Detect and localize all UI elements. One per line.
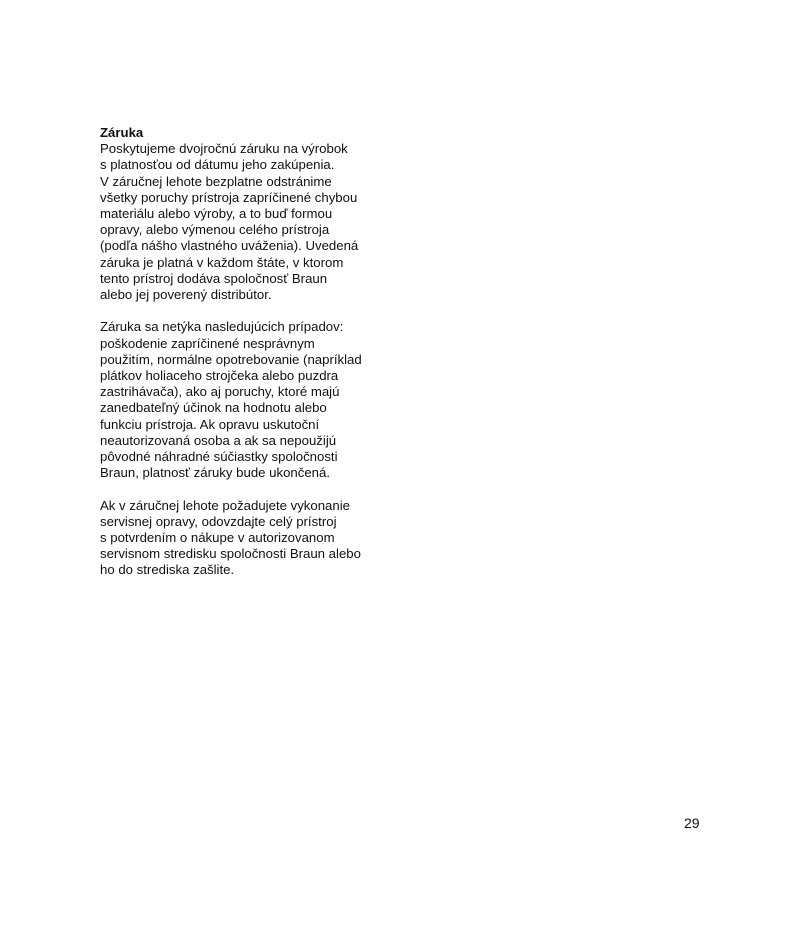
paragraph-warranty-terms bbox=[100, 141, 400, 303]
text-line: opravy, alebo výmenou celého prístroja bbox=[100, 222, 330, 238]
text-line: zanedbateľný účinok na hodnotu alebo bbox=[100, 400, 327, 416]
text-line: alebo jej poverený distribútor. bbox=[100, 287, 272, 303]
text-line: s platnosťou od dátumu jeho zakúpenia. bbox=[100, 157, 335, 173]
text-line: všetky poruchy prístroja zapríčinené chybou bbox=[100, 189, 358, 205]
text-line: V záručnej lehote bezplatne odstránime bbox=[100, 173, 332, 189]
text-line: servisnej opravy, odovzdajte celý prístroj bbox=[100, 513, 337, 529]
text-line: Záruka sa netýka nasledujúcich prípadov: bbox=[100, 319, 344, 335]
text-line: zastrihávača), ako aj poruchy, ktoré majú bbox=[100, 384, 340, 400]
text-line: s potvrdením o nákupe v autorizovanom bbox=[100, 530, 335, 546]
text-line: servisnom stredisku spoločnosti Braun alebo bbox=[100, 546, 361, 562]
text-line: (podľa nášho vlastného uváženia). Uvedená bbox=[100, 238, 359, 254]
text-line: záruka je platná v každom štáte, v ktorom bbox=[100, 254, 344, 270]
page-number: 29 bbox=[684, 815, 700, 831]
text-line: poškodenie zapríčinené nesprávnym bbox=[100, 335, 315, 351]
text-line: Braun, platnosť záruky bude ukončená. bbox=[100, 465, 331, 481]
text-line: použitím, normálne opotrebovanie (napríklad bbox=[100, 351, 362, 367]
text-line: materiálu alebo výroby, a to buď formou bbox=[100, 206, 333, 222]
text-line: plátkov holiaceho strojčeka alebo puzdra bbox=[100, 368, 339, 384]
text-line: Ak v záručnej lehote požadujete vykonanie bbox=[100, 497, 350, 513]
text-line: neautorizovaná osoba a ak sa nepoužijú bbox=[100, 432, 337, 448]
text-line: pôvodné náhradné súčiastky spoločnosti bbox=[100, 449, 338, 465]
warranty-section bbox=[100, 125, 400, 595]
text-line: ho do strediska zašlite. bbox=[100, 562, 235, 578]
section-heading: Záruka bbox=[100, 125, 144, 140]
text-line: funkciu prístroja. Ak opravu uskutoční bbox=[100, 416, 320, 432]
paragraph-warranty-exclusions bbox=[100, 319, 400, 481]
paragraph-warranty-service bbox=[100, 498, 400, 579]
text-line: Poskytujeme dvojročnú záruku na výrobok bbox=[100, 141, 348, 157]
text-line: tento prístroj dodáva spoločnosť Braun bbox=[100, 270, 328, 286]
